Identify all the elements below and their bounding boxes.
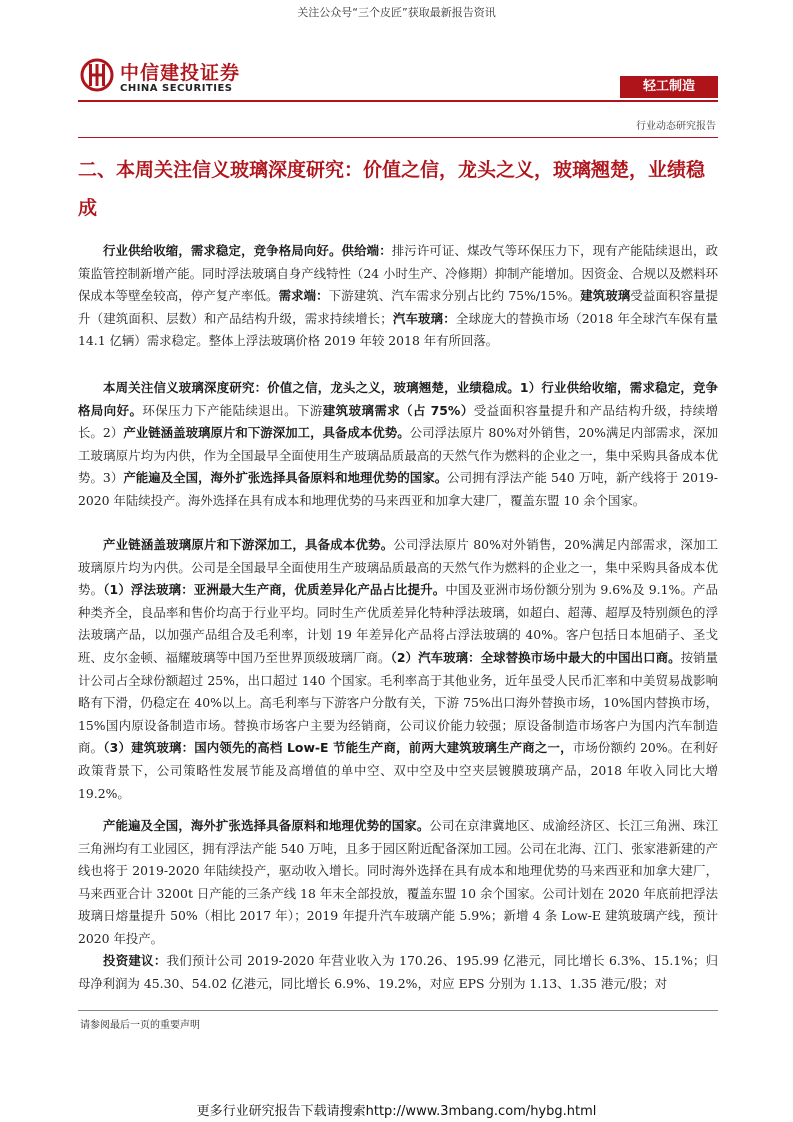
footer-divider: [78, 1010, 718, 1011]
top-banner: 关注公众号“三个皮匠”获取最新报告资讯: [297, 6, 496, 19]
company-logo: [80, 56, 250, 100]
text-run: 全球庞大的替换市场（2018 年全球汽车保有量 14.1 亿辆）需求稳定。整体上浮法玻璃价格 2019 年较 2018 年有所回落。: [78, 310, 719, 349]
bold-phrase: 产能遍及全国，海外扩张选择具备原料和地理优势的国家。: [123, 470, 448, 486]
bold-phrase: 产业链涵盖玻璃原片和下游深加工，具备成本优势。: [123, 425, 410, 441]
text-run: 公司浮法原片 80%对外销售，20%满足内部需求，深加工玻璃原片均为内供，作为全国最早全面使用生产玻璃品质最高的天然气作为燃料的企业之一，集中采购具备成本优势。3）: [78, 425, 718, 486]
bold-phrase: 需求端：: [278, 288, 329, 304]
bold-phrase: 产能遍及全国，海外扩张选择具备原料和地理优势的国家。: [103, 818, 430, 833]
header-divider: [78, 100, 718, 102]
text-run: 公司拥有浮法产能 540 万吨，新产线将于 2019-2020 年陆续投产。海外选择在具有成本和地理优势的马来西亚和加拿大建厂，覆盖东盟 10 余个国家。: [78, 470, 718, 508]
logo-english-name: CHINA SECURITIES: [120, 83, 233, 94]
text-run: 受益面积容量提升和产品结构升级，持续增长。2）: [78, 402, 719, 441]
sector-badge: 轻工制造: [620, 76, 718, 98]
subheader-divider: [78, 137, 718, 138]
text-run: 公司在京津冀地区、成渝经济区、长江三角洲、珠江三角洲均有工业园区，拥有浮法产能 540 万吨，且多于园区附近配备深加工园。公司在北海、江门、张家港新建的产线也将于 2019-2020 年陆续投产，驱动收入增长。同时海外选择在具有成本和地理优势的马来西亚和加拿大建厂，马来西亚合计 3200t 日产能的三条产线 18 年末全部投放，覆盖东盟 10 余个国家。公司计划在 2020 年底前把浮法玻璃日熔量提升 50%（相比 2017 年）；2019 年提升汽车玻璃产能 5.9%；新增 4 条 Low-E 建筑玻璃产线，预计 2020 年投产。: [78, 818, 719, 946]
paragraph-supply-demand: [78, 240, 718, 353]
text-run: 市场份额约 20%。在利好政策背景下，公司策略性发展节能及高增值的单中空、双中空及中空夹层镀膜玻璃产品，2018 年收入同比大增 19.2%。: [78, 740, 718, 801]
bold-phrase: 汽车玻璃：: [392, 310, 456, 326]
bold-phrase: 建筑玻璃: [580, 288, 631, 304]
report-type: 行业动态研究报告: [636, 121, 716, 132]
disclaimer: 请参阅最后一页的重要声明: [80, 1020, 200, 1031]
text-run: 按销量计公司占全球份额超过 25%，出口超过 140 个国家。毛利率高于其他业务，近年虽受人民币汇率和中美贸易战影响略有下滑，仍稳定在 40%以上。高毛利率与下游客户分散有关，下游 75%出口海外替换市场，10%国内替换市场，15%国内原设备制造市场。替换市场客户主要为经销商，公司议价能力较强；原设备制造市场客户为国内汽车制造商。: [78, 649, 719, 756]
text-run: 公司浮法原片 80%对外销售，20%满足内部需求，深加工玻璃原片均为内供。公司是全国最早全面使用生产玻璃品质最高的天然气作为燃料的企业之一，集中采购具备成本优势。: [78, 537, 718, 598]
bold-phrase: 建筑玻璃需求（占 75%）: [322, 402, 474, 418]
bold-phrase: （3）建筑玻璃：国内领先的高档 Low-E 节能生产商，前两大建筑玻璃生产商之一，: [103, 740, 573, 756]
text-run: 中国及亚洲市场份额分别为 9.6%及 9.1%。产品种类齐全，良品率和售价均高于行业平均。同时生产优质差异化特种浮法玻璃，如超白、超薄、超厚及特别颜色的浮法玻璃产品，以加强产品组合及毛利率，计划 19 年差异化产品将占浮法玻璃的 40%。客户包括日本旭硝子、圣戈班、皮尔金顿、福耀玻璃等中国乃至世界顶级玻璃厂商。: [78, 582, 718, 665]
paragraph-industry-chain: [78, 534, 718, 805]
paragraph-weekly-focus: [78, 377, 718, 513]
text-run: 下游建筑、汽车需求分别占比约 75%/15%。: [328, 288, 581, 304]
text-run: 受益面积容量提升（建筑面积、层数）和产品结构升级，需求持续增长；: [78, 288, 719, 326]
bold-phrase: 产业链涵盖玻璃原片和下游深加工，具备成本优势。: [103, 537, 394, 552]
download-banner[interactable]: 更多行业研究报告下载请搜索http://www.3mbang.com/hybg.html: [196, 1104, 597, 1119]
paragraph-capacity: [78, 815, 718, 951]
section-heading: 二、本周关注信义玻璃深度研究：价值之信，龙头之义，玻璃翘楚，业绩稳成: [78, 159, 706, 219]
bold-phrase: 行业供给收缩，需求稳定，竞争格局向好。供给端：: [103, 243, 392, 258]
bold-phrase: 投资建议：: [103, 953, 167, 968]
bold-phrase: 本周关注信义玻璃深度研究：价值之信，龙头之义，玻璃翘楚，业绩稳成。1）行业供给收缩，需求稳定，竞争格局向好。: [78, 380, 718, 418]
bold-phrase: （2）汽车玻璃：全球替换市场中最大的中国出口商。: [390, 649, 681, 665]
logo-chinese-name: 中信建投证券: [120, 62, 241, 84]
text-run: 环保压力下产能陆续退出。下游: [142, 402, 323, 418]
paragraph-investment-advice: [78, 950, 718, 995]
bold-phrase: （1）浮法玻璃：亚洲最大生产商，优质差异化产品占比提升。: [103, 582, 446, 598]
citic-logo-icon: [80, 58, 114, 92]
text-run: 我们预计公司 2019-2020 年营业收入为 170.26、195.99 亿港元，同比增长 6.3%、15.1%；归母净利润为 45.30、54.02 亿港元，同比增长 6.9%、19.2%，对应 EPS 分别为 1.13、1.35 港元/股；对: [78, 953, 719, 991]
text-run: 排污许可证、煤改气等环保压力下，现有产能陆续退出，政策监管控制新增产能。同时浮法玻璃自身产线特性（24 小时生产、冷修期）抑制产能增加。因资金、合规以及燃料环保成本等壁垒较高，停产复产率低。: [78, 243, 718, 304]
